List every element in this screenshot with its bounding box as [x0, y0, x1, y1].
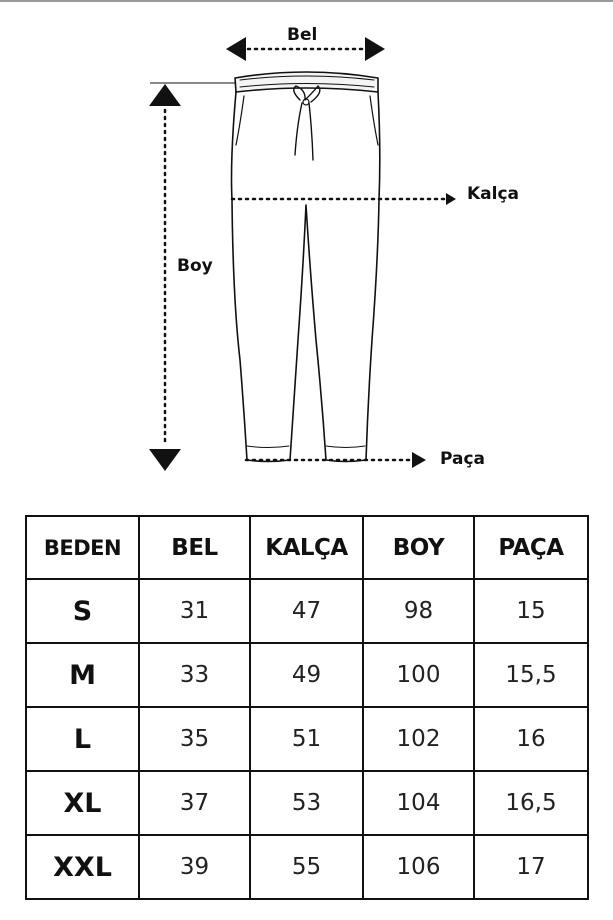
kalca-cell: 47 — [250, 579, 363, 643]
arrow-right-icon — [365, 37, 385, 61]
hem-label: Paça — [440, 449, 486, 469]
boy-cell: 106 — [363, 835, 474, 899]
paca-cell: 15,5 — [474, 643, 588, 707]
paca-cell: 16 — [474, 707, 588, 771]
bel-cell: 33 — [139, 643, 250, 707]
kalca-cell: 53 — [250, 771, 363, 835]
header-paca: PAÇA — [474, 516, 588, 579]
boy-cell: 104 — [363, 771, 474, 835]
waist-label: Bel — [287, 25, 318, 45]
size-cell: XXL — [26, 835, 139, 899]
kalca-cell: 51 — [250, 707, 363, 771]
bel-cell: 31 — [139, 579, 250, 643]
hem-arrow-icon — [412, 452, 426, 468]
boy-cell: 98 — [363, 579, 474, 643]
header-boy: BOY — [363, 516, 474, 579]
boy-cell: 102 — [363, 707, 474, 771]
bel-cell: 37 — [139, 771, 250, 835]
size-cell: S — [26, 579, 139, 643]
bel-cell: 35 — [139, 707, 250, 771]
table-row — [26, 579, 588, 643]
table-row — [26, 771, 588, 835]
pants-icon — [232, 72, 380, 462]
hip-label: Kalça — [467, 184, 520, 204]
bel-cell: 39 — [139, 835, 250, 899]
size-cell: XL — [26, 771, 139, 835]
size-cell: L — [26, 707, 139, 771]
size-chart-table — [25, 515, 589, 900]
header-beden: BEDEN — [26, 516, 139, 579]
size-cell: M — [26, 643, 139, 707]
paca-cell: 16,5 — [474, 771, 588, 835]
arrow-left-icon — [226, 37, 246, 61]
arrow-up-icon — [149, 84, 181, 106]
table-row — [26, 707, 588, 771]
kalca-cell: 49 — [250, 643, 363, 707]
arrow-down-icon — [149, 449, 181, 471]
length-label: Boy — [177, 256, 213, 276]
paca-cell: 15 — [474, 579, 588, 643]
kalca-cell: 55 — [250, 835, 363, 899]
boy-cell: 100 — [363, 643, 474, 707]
hip-arrow-icon — [446, 193, 456, 205]
table-row — [26, 643, 588, 707]
paca-cell: 17 — [474, 835, 588, 899]
table-row — [26, 835, 588, 899]
table-header-row — [26, 516, 588, 579]
header-kalca: KALÇA — [250, 516, 363, 579]
header-bel: BEL — [139, 516, 250, 579]
